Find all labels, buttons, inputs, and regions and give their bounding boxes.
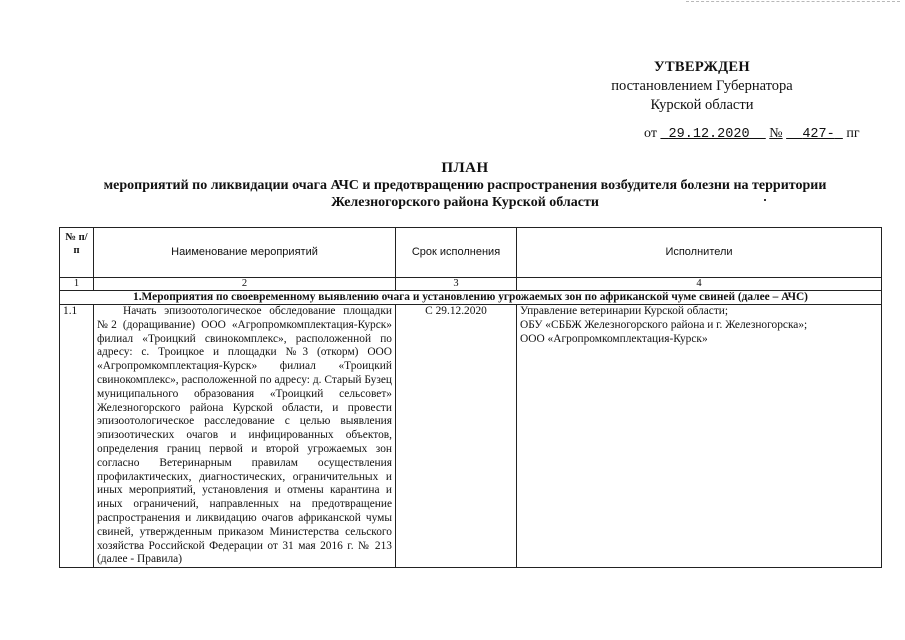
scan-speck (764, 199, 766, 201)
column-index: 3 (396, 278, 517, 291)
scan-artifact-line (686, 1, 900, 2)
executor-item: ОБУ «СББЖ Железногорского района и г. Железногорска»; (520, 318, 808, 331)
column-index: 2 (94, 278, 396, 291)
row-number: 1.1 (60, 305, 94, 568)
section-heading: 1.Мероприятия по своевременному выявлению очага и установлению угрожаемых зон по африканской чуме свиней (далее – АЧС) (60, 291, 882, 305)
executor-item: Управление ветеринарии Курской области; (520, 305, 729, 317)
plan-table (59, 227, 882, 568)
decree-suffix: пг (846, 126, 860, 141)
table-row (60, 305, 882, 568)
column-index-row (60, 278, 882, 291)
header-name: Наименование мероприятий (94, 228, 396, 278)
document-title (40, 160, 890, 211)
title-subject: мероприятий по ликвидации очага АЧС и предотвращению распространения возбудителя болезни на территории (103, 178, 827, 193)
decree-number-label: № (769, 126, 783, 141)
column-index: 4 (517, 278, 882, 291)
decree-from-label: от (644, 126, 657, 141)
decree-date: 29.12.2020 (668, 127, 750, 142)
table-header-row (60, 228, 882, 278)
column-index: 1 (60, 278, 94, 291)
header-deadline: Срок исполнения (396, 228, 517, 278)
approval-line-1: постановлением Губернатора (611, 78, 793, 94)
row-executors (517, 305, 882, 568)
approval-heading: УТВЕРЖДЕН (654, 59, 750, 75)
row-deadline: С 29.12.2020 (396, 305, 517, 568)
decree-number: 427- (802, 127, 835, 142)
header-num: № п/п (60, 228, 94, 278)
approval-stamp (560, 58, 844, 115)
header-executors: Исполнители (517, 228, 882, 278)
section-row (60, 291, 882, 305)
approval-line-2: Курской области (650, 97, 754, 113)
title-region: Железногорского района Курской области (331, 195, 599, 210)
row-activity-text: Начать эпизоотологическое обследование площадки №2 (доращивание) ООО «Агропромкомплектация-Курск» филиал «Троицкий свинокомплекс», расположенной по адресу: с. Троицкое и площадки №3 (откорм) ООО «Агропромкомплектация-Курск» филиал «Троицкий свинокомплекс», расположенной по адресу: д. Старый Бузец муниципального образования «Троицкий сельсовет» Железногорского района Курской области, и провести эпизоотологическое расследование с целью выявления эпизоотических очагов и инфицированных объектов, определения границ первой и второй угрожаемых зон согласно Ветеринарным правилам осуществления профилактических, диагностических, ограничительных и иных мероприятий, установления и отмены карантина и иных ограничений, направленных на предотвращение распространения и ликвидацию очагов африканской чумы свиней, утвержденным приказом Министерства сельского хозяйства Российской Федерации от 31 мая 2016 г. № 213 (далее - Правила) (97, 305, 392, 566)
row-activity (94, 305, 396, 568)
decree-reference (644, 126, 860, 142)
executor-item: ООО «Агропромкомплектация-Курск» (520, 332, 708, 345)
title-plan: ПЛАН (441, 160, 489, 176)
